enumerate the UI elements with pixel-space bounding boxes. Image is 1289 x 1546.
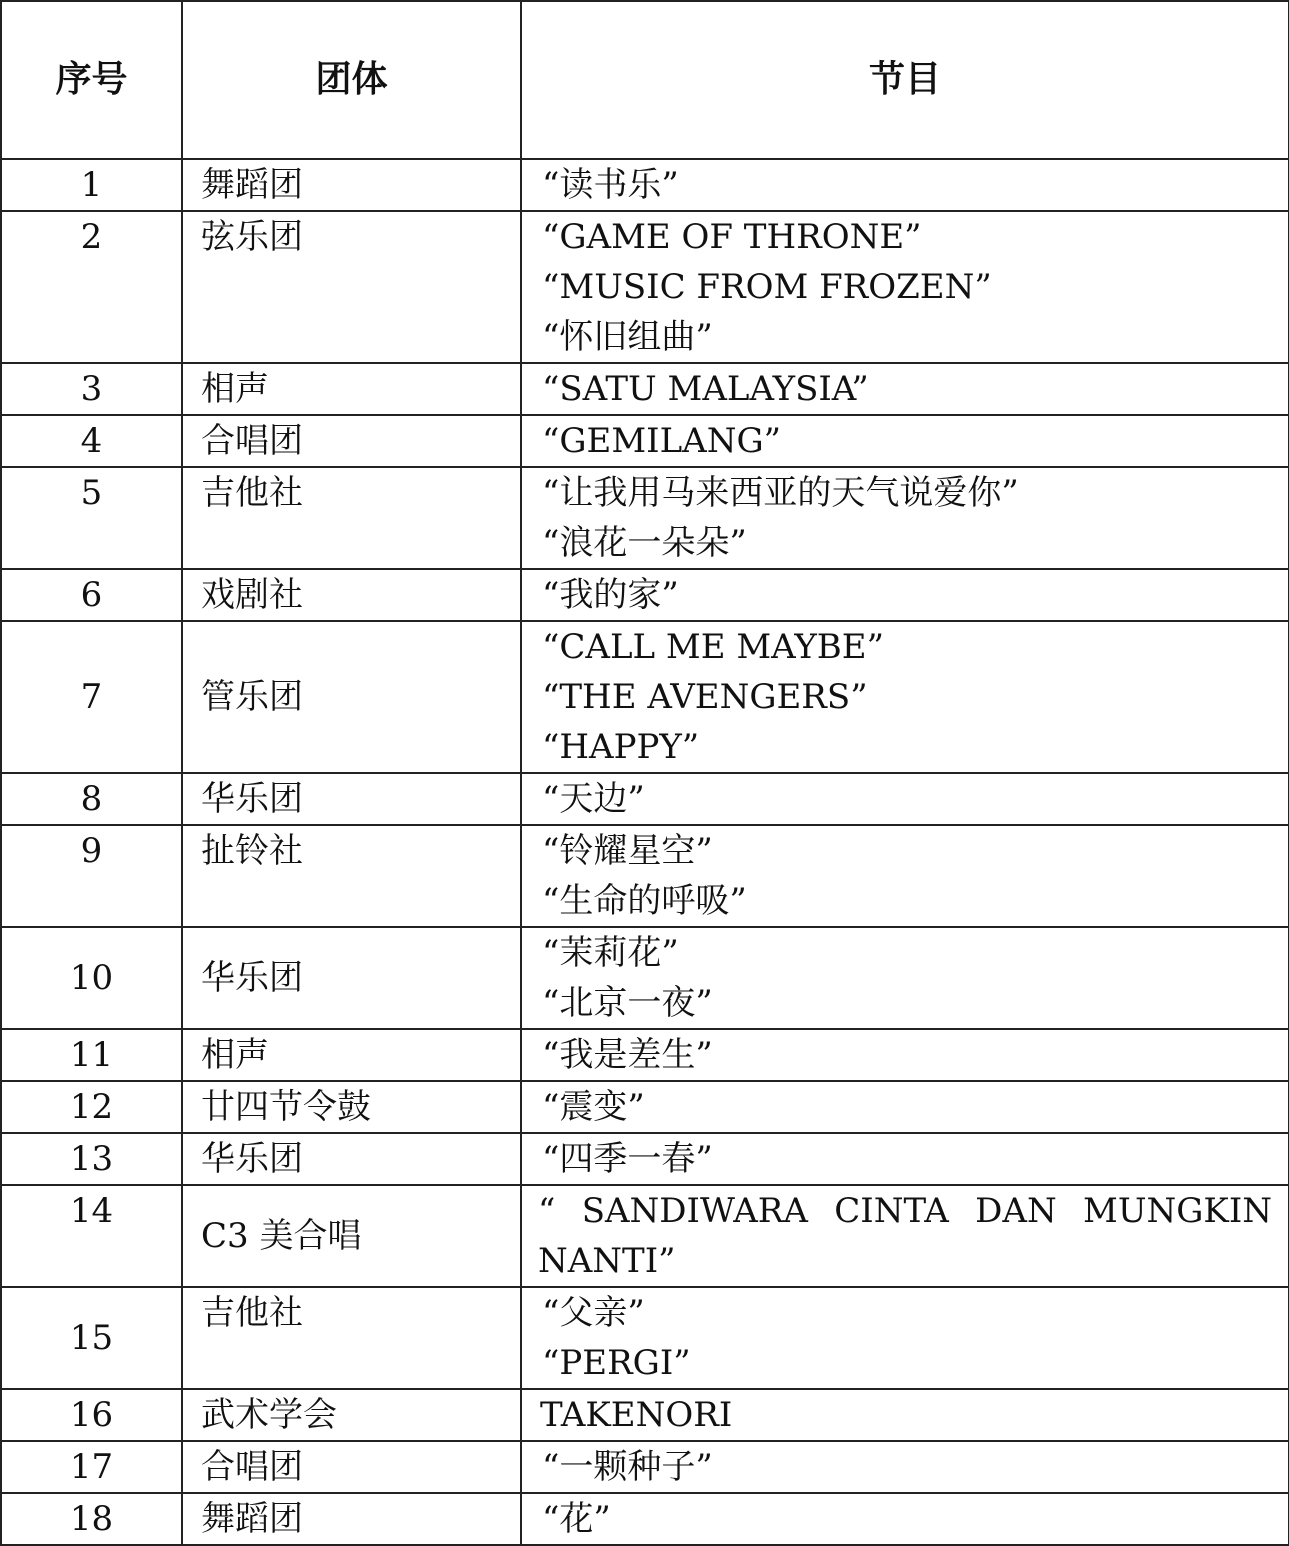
row-programs [521,1493,1289,1545]
row-group: 合唱团 [182,415,521,467]
row-number: 5 [1,467,182,569]
row-number: 15 [1,1287,182,1389]
table-row [1,1185,1289,1287]
row-programs [521,1389,1289,1441]
row-number: 9 [1,825,182,927]
row-group: 相声 [182,1029,521,1081]
row-group: 吉他社 [182,467,521,569]
program-item: “读书乐” [542,165,679,205]
table-row [1,211,1289,363]
table-row [1,927,1289,1029]
row-group: 武术学会 [182,1389,521,1441]
program-item: “THE AVENGERS” [542,677,868,717]
row-number: 12 [1,1081,182,1133]
program-item: “PERGI” [542,1343,691,1383]
row-number: 4 [1,415,182,467]
program-item: “四季一春” [542,1139,713,1179]
row-group: 吉他社 [182,1287,521,1389]
program-item: “生命的呼吸” [542,881,747,921]
program-item: TAKENORI [540,1395,733,1435]
program-item: “铃耀星空” [542,831,713,871]
program-item: “浪花一朵朵” [542,523,747,563]
row-group: 华乐团 [182,1133,521,1185]
program-item: “MUSIC FROM FROZEN” [542,267,992,307]
table-row [1,1389,1289,1441]
row-number: 17 [1,1441,182,1493]
header-number: 序号 [1,1,182,159]
row-programs [521,569,1289,621]
row-programs [521,1287,1289,1389]
program-item: “震变” [542,1087,645,1127]
row-group: 相声 [182,363,521,415]
program-item: “怀旧组曲” [542,317,713,357]
row-group: 舞蹈团 [182,1493,521,1545]
program-item: “SATU MALAYSIA” [542,369,869,409]
program-item: “GAME OF THRONE” [542,217,922,257]
program-item: “GEMILANG” [542,421,782,461]
row-number: 13 [1,1133,182,1185]
table-row [1,1441,1289,1493]
table-row [1,1029,1289,1081]
row-programs [521,1133,1289,1185]
row-group: 扯铃社 [182,825,521,927]
row-group: 管乐团 [182,621,521,773]
row-group: C3 美合唱 [182,1185,521,1287]
table-row [1,1493,1289,1545]
table-row [1,159,1289,211]
table-row [1,773,1289,825]
row-programs [521,415,1289,467]
table-row [1,467,1289,569]
row-programs [521,773,1289,825]
program-item: “我是差生” [542,1035,713,1075]
table-row [1,621,1289,773]
row-programs [521,621,1289,773]
row-number: 7 [1,621,182,773]
table-header-row [1,1,1289,159]
row-number: 18 [1,1493,182,1545]
table-row [1,825,1289,927]
row-programs [521,159,1289,211]
table-row [1,1133,1289,1185]
row-programs [521,1029,1289,1081]
table-row [1,569,1289,621]
program-item: “让我用马来西亚的天气说爱你” [542,473,1019,513]
row-group: 弦乐团 [182,211,521,363]
program-item: “一颗种子” [542,1447,713,1487]
row-number: 2 [1,211,182,363]
row-number: 3 [1,363,182,415]
table-row [1,1081,1289,1133]
program-item: “HAPPY” [542,727,700,767]
row-number: 10 [1,927,182,1029]
table-row [1,1287,1289,1389]
program-item: “CALL ME MAYBE” [542,627,884,667]
row-group: 华乐团 [182,927,521,1029]
program-item: “花” [542,1499,611,1539]
row-number: 11 [1,1029,182,1081]
row-number: 6 [1,569,182,621]
row-programs [521,1081,1289,1133]
table-row [1,415,1289,467]
row-programs [521,211,1289,363]
row-group: 戏剧社 [182,569,521,621]
row-programs [521,467,1289,569]
program-item: “北京一夜” [542,983,713,1023]
row-group: 华乐团 [182,773,521,825]
program-item: “父亲” [542,1293,645,1333]
row-group: 舞蹈团 [182,159,521,211]
program-item: “我的家” [542,575,679,615]
program-item: “茉莉花” [542,933,679,973]
row-number: 14 [1,1185,182,1287]
row-group: 廿四节令鼓 [182,1081,521,1133]
table-row [1,363,1289,415]
row-programs [521,825,1289,927]
row-programs [521,927,1289,1029]
row-number: 8 [1,773,182,825]
row-group: 合唱团 [182,1441,521,1493]
header-program: 节目 [521,1,1289,159]
program-item: “天边” [542,779,645,819]
row-number: 16 [1,1389,182,1441]
header-group: 团体 [182,1,521,159]
row-number: 1 [1,159,182,211]
row-programs [521,1185,1289,1287]
program-item: “ SANDIWARA CINTA DAN MUNGKIN NANTI” [538,1191,1272,1281]
row-programs [521,363,1289,415]
row-programs [521,1441,1289,1493]
